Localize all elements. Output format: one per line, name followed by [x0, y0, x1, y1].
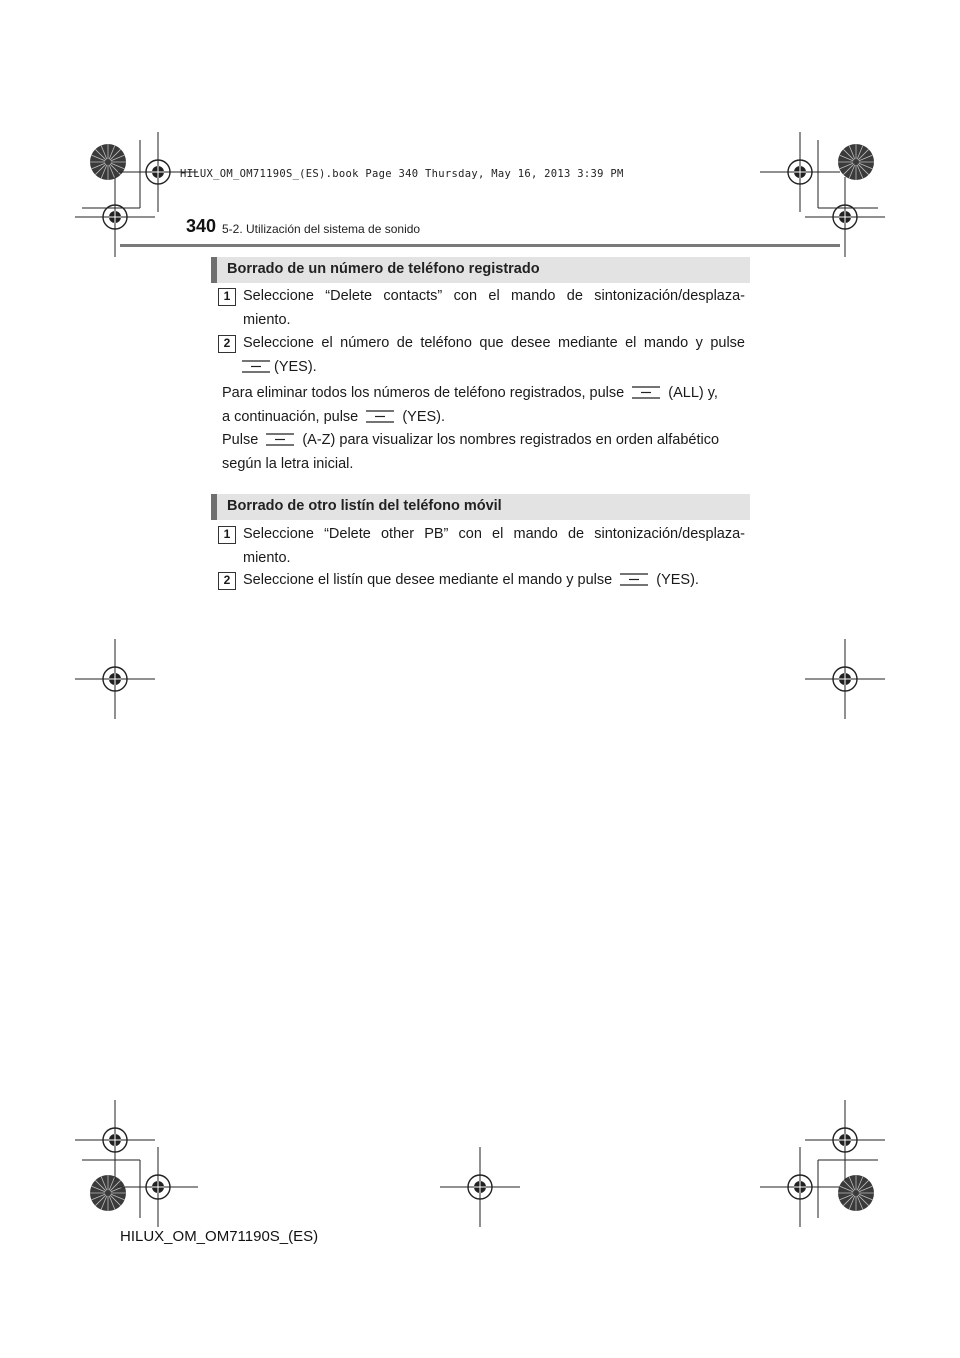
note-1-text-d: (YES). [402, 409, 446, 425]
step-2-line-1: Seleccione el número de teléfono que desee mediante el mando y pulse [243, 335, 745, 351]
step-1-line-1: Seleccione “Delete contacts” con el mando de sintonización/desplaza- [243, 288, 745, 304]
step-number-1: 1 [218, 288, 236, 306]
note-2-text-b: (A-Z) para visualizar los nombres registrados en orden alfabético [302, 432, 720, 448]
button-icon [619, 573, 649, 586]
section-header: 5-2. Utilización del sistema de sonido [222, 222, 421, 236]
note-1-text-c: a continuación, pulse [222, 409, 359, 425]
note-1-line-2 [222, 405, 445, 429]
footer-code: HILUX_OM_OM71190S_(ES) [120, 1228, 319, 1245]
heading-delete-other-phonebook [211, 494, 750, 520]
step-2-text: (YES). [274, 359, 317, 375]
note-1-text-a: Para eliminar todos los números de teléfono registrados, pulse [222, 385, 625, 401]
heading-text: Borrado de un número de teléfono registrado [227, 261, 540, 277]
step-2-line-2 [238, 355, 317, 379]
note-2-line-2: según la letra inicial. [222, 456, 354, 472]
step-number-1: 1 [218, 526, 236, 544]
page-number: 340 [186, 216, 217, 236]
print-stamp: HILUX_OM_OM71190S_(ES).book Page 340 Thursday, May 16, 2013 3:39 PM [180, 168, 624, 180]
note-2-line-1 [222, 428, 745, 452]
step-1-line-1: Seleccione “Delete other PB” con el mando de sintonización/desplaza- [243, 526, 745, 542]
step-2-line-1 [243, 568, 699, 592]
step-number-2: 2 [218, 572, 236, 590]
step-2-text-b: (YES). [656, 572, 699, 588]
note-1-text-b: (ALL) y, [668, 385, 718, 401]
note-2-text-a: Pulse [222, 432, 259, 448]
header-rule [120, 244, 840, 247]
button-icon [631, 386, 661, 399]
step-2-text-a: Seleccione el listín que desee mediante el mando y pulse [243, 572, 613, 588]
button-icon [365, 410, 395, 423]
step-1-line-2: miento. [243, 312, 291, 328]
heading-delete-registered-number [211, 257, 750, 283]
step-1-line-2: miento. [243, 550, 291, 566]
button-icon [241, 360, 271, 373]
note-1-line-1 [222, 381, 745, 405]
button-icon [265, 433, 295, 446]
step-number-2: 2 [218, 335, 236, 353]
heading-text: Borrado de otro listín del teléfono móvil [227, 498, 502, 514]
